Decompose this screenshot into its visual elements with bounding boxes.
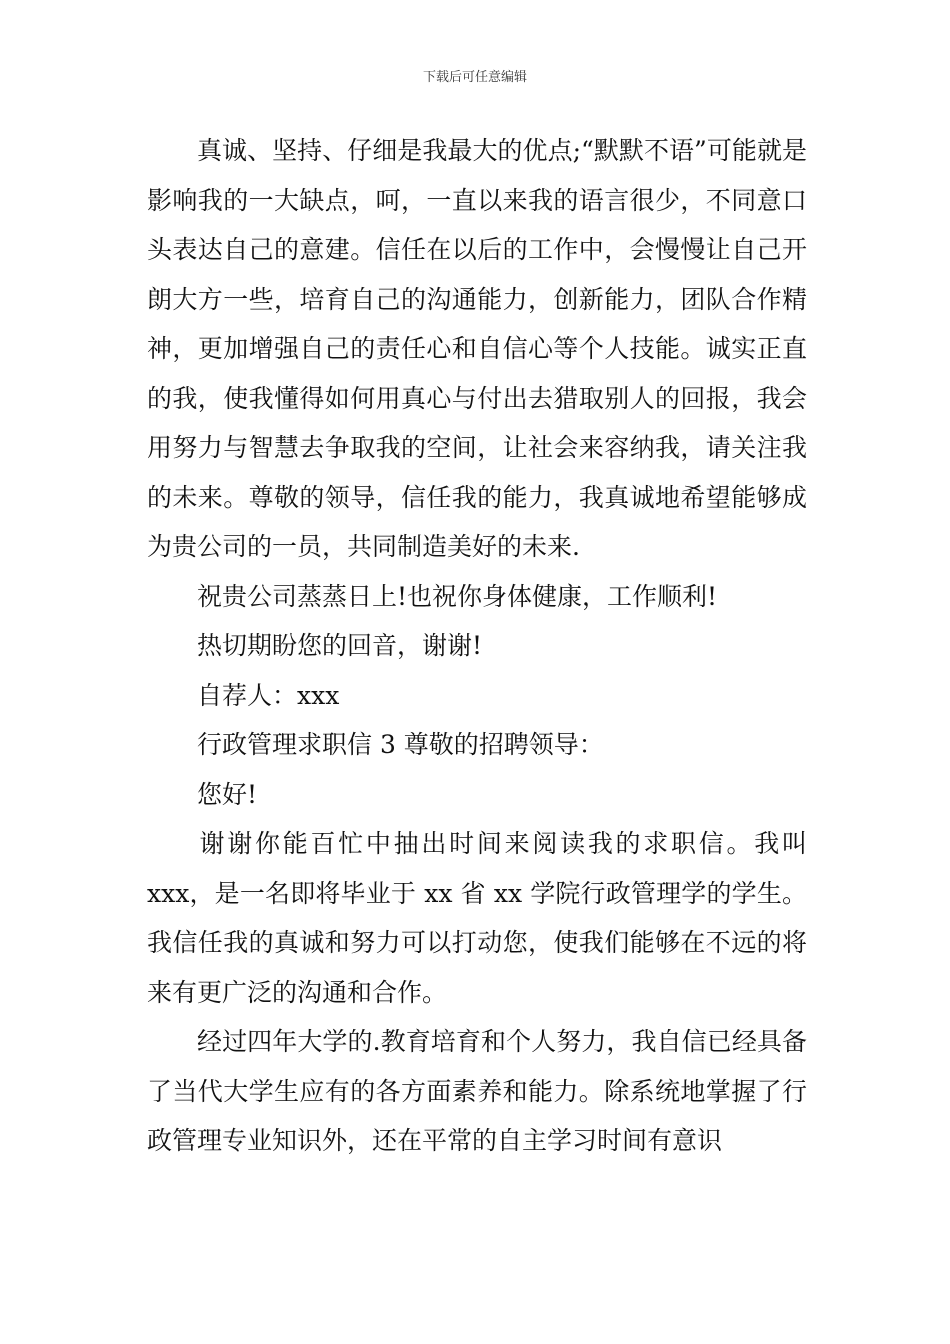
paragraph-self-evaluation: 真诚、坚持、仔细是我最大的优点;“默默不语”可能就是影响我的一大缺点，呵，一直以来我的语言很少，不同意口头表达自己的意建。信任在以后的工作中，会慢慢让自己开朗大方一些，培育自己的沟通能力，创新能力，团队合作精神，更加增强自己的责任心和自信心等个人技能。诚实正直的我，使我懂得如何用真心与付出去猎取别人的回报，我会用努力与智慧去争取我的空间，让社会来容纳我，请关注我的未来。尊敬的领导，信任我的能力，我真诚地希望能够成为贵公司的一员，共同制造美好的未来. <box>147 136 807 561</box>
paragraph-signature: 自荐人：xxx <box>197 680 340 710</box>
paragraph-letter-title: 行政管理求职信 3 尊敬的招聘领导： <box>197 730 604 759</box>
page-header: 下载后可任意编辑 <box>422 70 527 85</box>
paragraph-greeting: 您好! <box>197 779 258 809</box>
document-body <box>147 126 807 1166</box>
paragraph-introduction: 谢谢你能百忙中抽出时间来阅读我的求职信。我叫xxx，是一名即将毕业于 xx 省 xx 学院行政管理学的学生。我信任我的真诚和努力可以打动您，使我们能够在不远的将来有更广泛的沟通和合作。 <box>147 829 807 1007</box>
paragraph-education: 经过四年大学的.教育培育和个人努力，我自信已经具备了当代大学生应有的各方面素养和能力。除系统地掌握了行政管理专业知识外，还在平常的自主学习时间有意识 <box>147 1027 807 1155</box>
paragraph-wishes: 祝贵公司蒸蒸日上!也祝你身体健康，工作顺利! <box>197 581 718 611</box>
paragraph-awaiting-reply: 热切期盼您的回音，谢谢! <box>197 631 483 660</box>
